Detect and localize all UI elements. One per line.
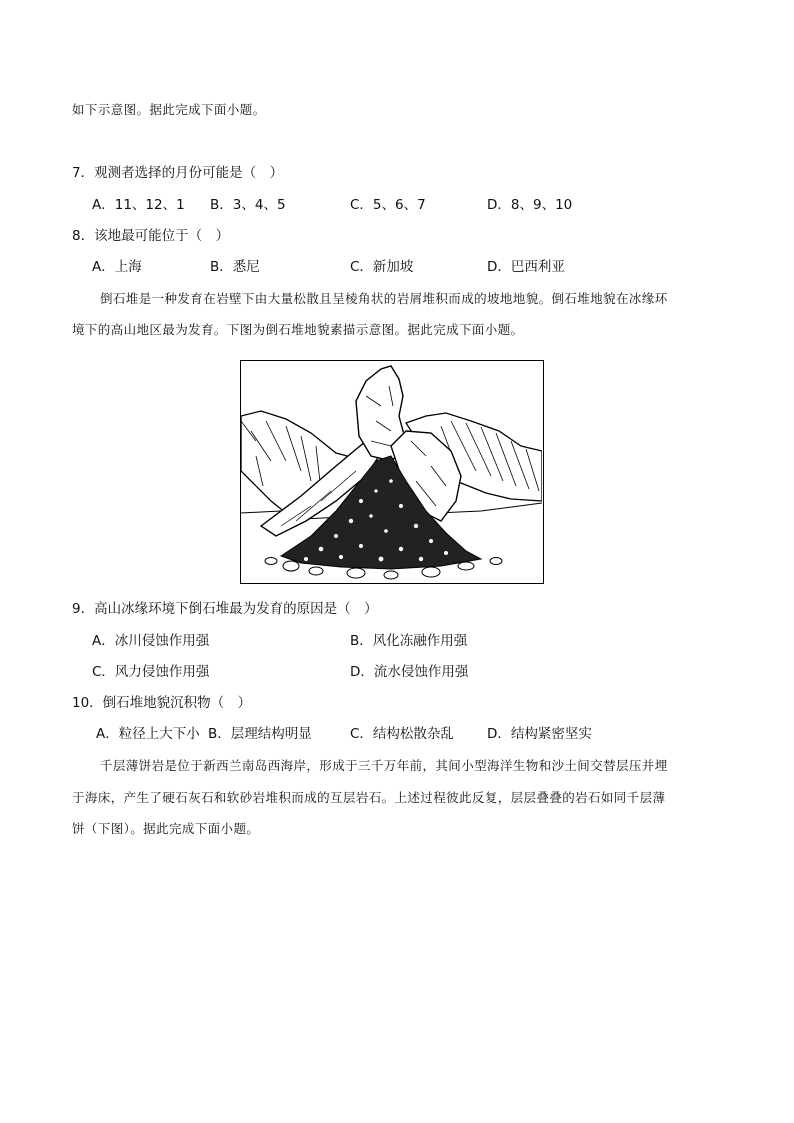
- q7-option-d[interactable]: D．8、9、10: [487, 197, 573, 213]
- q8-stem: 8．该地最可能位于（ ）: [72, 228, 230, 244]
- q10-option-a[interactable]: A．粒径上大下小: [96, 726, 200, 742]
- q10-option-c[interactable]: C．结构松散杂乱: [350, 726, 454, 742]
- scree-sketch-illustration: [241, 361, 542, 582]
- q10-option-d[interactable]: D．结构紧密坚实: [487, 726, 592, 742]
- passage3-line1: 千层薄饼岩是位于新西兰南岛西海岸，形成于三千万年前，其间小型海洋生物和沙土间交替层压并埋: [100, 758, 668, 773]
- passage2-line2: 境下的高山地区最为发育。下图为倒石堆地貌素描示意图。据此完成下面小题。: [72, 322, 524, 337]
- q9-option-d[interactable]: D．流水侵蚀作用强: [350, 664, 469, 680]
- q8-option-a[interactable]: A．上海: [92, 259, 142, 275]
- passage3-line2: 于海床，产生了硬石灰石和软砂岩堆积而成的互层岩石。上述过程彼此反复，层层叠叠的岩石如同千层薄: [72, 790, 666, 805]
- q7-option-a[interactable]: A．11、12、1: [92, 197, 185, 213]
- q9-option-a[interactable]: A．冰川侵蚀作用强: [92, 633, 210, 649]
- q10-option-b[interactable]: B．层理结构明显: [208, 726, 312, 742]
- scree-sketch-figure: [240, 360, 544, 584]
- passage2-line1: 倒石堆是一种发育在岩壁下由大量松散且呈棱角状的岩屑堆积而成的坡地地貌。倒石堆地貌在冰缘环: [100, 291, 668, 306]
- intro-tail: 如下示意图。据此完成下面小题。: [72, 102, 266, 117]
- q8-option-b[interactable]: B．悉尼: [210, 259, 260, 275]
- q10-stem: 10．倒石堆地貌沉积物（ ）: [72, 695, 252, 711]
- passage3-line3: 饼（下图）。据此完成下面小题。: [72, 821, 260, 836]
- q7-option-b[interactable]: B．3、4、5: [210, 197, 286, 213]
- q9-option-c[interactable]: C．风力侵蚀作用强: [92, 664, 210, 680]
- q8-option-d[interactable]: D．巴西利亚: [487, 259, 565, 275]
- q8-option-c[interactable]: C．新加坡: [350, 259, 414, 275]
- q7-option-c[interactable]: C．5、6、7: [350, 197, 426, 213]
- q9-option-b[interactable]: B．风化冻融作用强: [350, 633, 468, 649]
- q9-stem: 9．高山冰缘环境下倒石堆最为发育的原因是（ ）: [72, 601, 378, 617]
- q7-stem: 7．观测者选择的月份可能是（ ）: [72, 165, 284, 181]
